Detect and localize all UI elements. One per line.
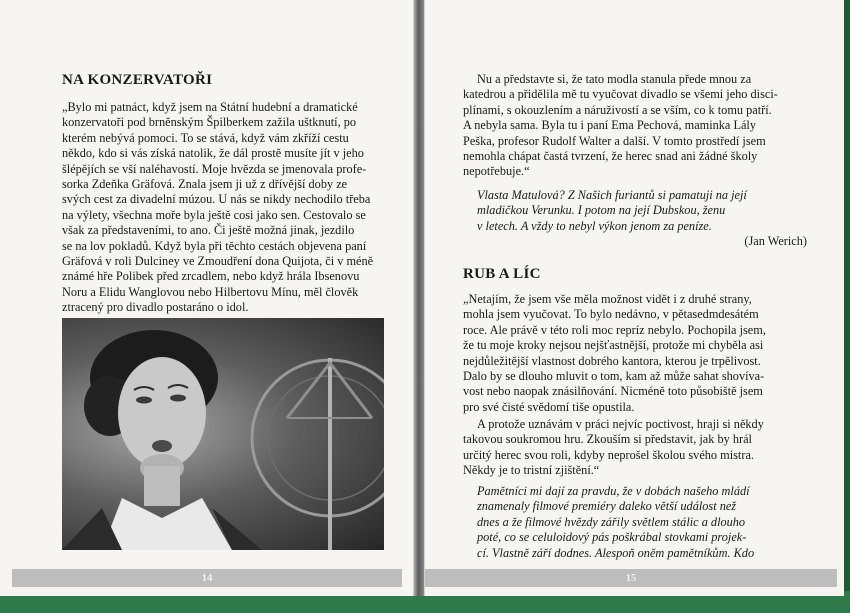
italic-line: poté, co se celuloidový pás poškrábal stovkami projek- xyxy=(477,530,747,545)
quote-line: Vlasta Matulová? Z Našich furiantů si pamatuji na její xyxy=(477,188,747,202)
text-line: kterém nebývá pomoci. To se stává, když vám zkříží cestu xyxy=(62,130,349,145)
text-line: Gräfová v roli Dulciney ve Zmoudření dona Quijota, či v méně xyxy=(62,254,374,269)
text-line: nepotřebuje.“ xyxy=(463,164,530,179)
memoir-italic-passage xyxy=(477,484,807,561)
right-page-footer xyxy=(425,569,837,587)
text-line: Někdy je to tristní zjištění.“ xyxy=(463,463,600,478)
right-page-paragraph-1 xyxy=(463,72,809,180)
text-line: známé hře Polibek před zrcadlem, nebo když hrála Ibsenovu xyxy=(62,269,360,284)
italic-line: dnes a že filmové hvězdy zářily světlem stálic a dlouho xyxy=(477,514,746,529)
text-line: nejdůležitější vlastnost dobrého kantora, kterou je trpělivost. xyxy=(463,353,761,368)
werich-quote xyxy=(477,188,807,250)
text-line: šlépějích se vší naléhavostí. Moje hvězda se jmenovala profe- xyxy=(62,161,367,176)
left-page xyxy=(0,0,414,596)
text-line: Nu a představte si, že tato modla stanula přede mnou za xyxy=(477,72,752,86)
book-gutter xyxy=(414,0,424,596)
text-line: svých cest za divadelní múzou. U nás se nikdy nechodilo třeba xyxy=(62,192,371,207)
right-page-heading: RUB A LÍC xyxy=(463,266,541,282)
text-line: takovou soukromou hru. Zkouším si představit, jak by hrál xyxy=(463,432,752,447)
page-number: 14 xyxy=(201,572,213,584)
left-page-heading: NA KONZERVATOŘI xyxy=(62,72,213,88)
text-line: Noru a Elidu Wanglovou nebo Hilbertovu Mínu, měl člověk xyxy=(62,284,359,299)
text-line: pro své čisté svědomí tiše opustila. xyxy=(463,399,635,414)
film-still-photo xyxy=(62,318,384,550)
right-page-paragraph-3 xyxy=(463,417,809,479)
quote-attribution: (Jan Werich) xyxy=(744,234,807,249)
page-number: 15 xyxy=(625,572,637,584)
text-line: katedrou a přidělila mě tu vyučovat divadlo se všemi jeho disci- xyxy=(463,87,778,102)
text-line: že tu moje kroky nejsou nejšťastnější, protože mi chyběla asi xyxy=(463,338,764,353)
text-line: A protože uznávám v práci nejvíc poctivost, hraji si někdy xyxy=(477,417,764,431)
text-line: mohla jsem vyučovat. To bylo nedávno, v pětasedmdesátém xyxy=(463,307,759,322)
italic-line: cí. Vlastně září dodnes. Alespoň oněm pamětníkům. Kdo xyxy=(477,545,755,560)
italic-line: Pamětníci mi dají za pravdu, že v dobách našeho mládí xyxy=(477,484,750,498)
text-line: sorka Zdeňka Gräfová. Znala jsem ji už z dřívější doby ze xyxy=(62,177,348,192)
text-line: konzervatoři pod brněnským Špilberkem zažila uštknutí, po xyxy=(62,115,357,130)
text-line: roce. Ale právě v této roli moc repríz nebylo. Pochopila jsem, xyxy=(463,322,766,337)
text-line: se na lov pokladů. Když byla při těchto cestách objevena paní xyxy=(62,238,367,253)
text-line: však za představeními, to ano. Či ještě možná jinak, jezdilo xyxy=(62,223,355,238)
text-line: nemohla chápat častá tvrzení, že herec snad ani žádné školy xyxy=(463,149,758,164)
text-line: „Netajím, že jsem vše měla možnost vidět i z druhé strany, xyxy=(463,292,752,306)
text-line: vost nebo naopak znásilňování. Nicméně toto působiště jsem xyxy=(463,384,763,399)
text-line: A nebyla sama. Byla tu i paní Ema Pechová, maminka Lály xyxy=(463,118,756,133)
text-line: „Bylo mi patnáct, když jsem na Státní hudební a dramatické xyxy=(62,100,358,114)
film-still-illustration xyxy=(62,318,384,550)
text-line: Peška, profesor Rudolf Walter a další. V tomto prostředí jsem xyxy=(463,133,766,148)
text-line: na výlety, všechna moře byla ještě cosi jako sen. Cestovalo se xyxy=(62,207,366,222)
quote-line: mladičkou Verunku. I potom na její Dubskou, ženu xyxy=(477,203,726,218)
left-page-paragraph xyxy=(62,100,384,316)
italic-line: znamenaly filmové premiéry daleko větší událost než xyxy=(477,499,737,514)
quote-line: v letech. A vždy to nebyl výkon jenom za peníze. xyxy=(477,218,712,233)
left-page-footer xyxy=(12,569,402,587)
text-line: ztracený pro divadlo postaráno o idol. xyxy=(62,300,249,315)
text-line: někdo, kdo si vás získá natolik, že dál prostě musíte jít v jeho xyxy=(62,146,364,161)
text-line: Dalo by se dlouho mluvit o tom, kam až může sahat shovíva- xyxy=(463,369,765,384)
right-page-paragraph-2 xyxy=(463,292,809,415)
text-line: určitý herec svou roli, kdyby neprošel školou svého mistra. xyxy=(463,447,754,462)
text-line: plínami, s okouzlením a náruživostí a se vším, co k tomu patří. xyxy=(463,102,772,117)
right-page xyxy=(424,0,844,596)
